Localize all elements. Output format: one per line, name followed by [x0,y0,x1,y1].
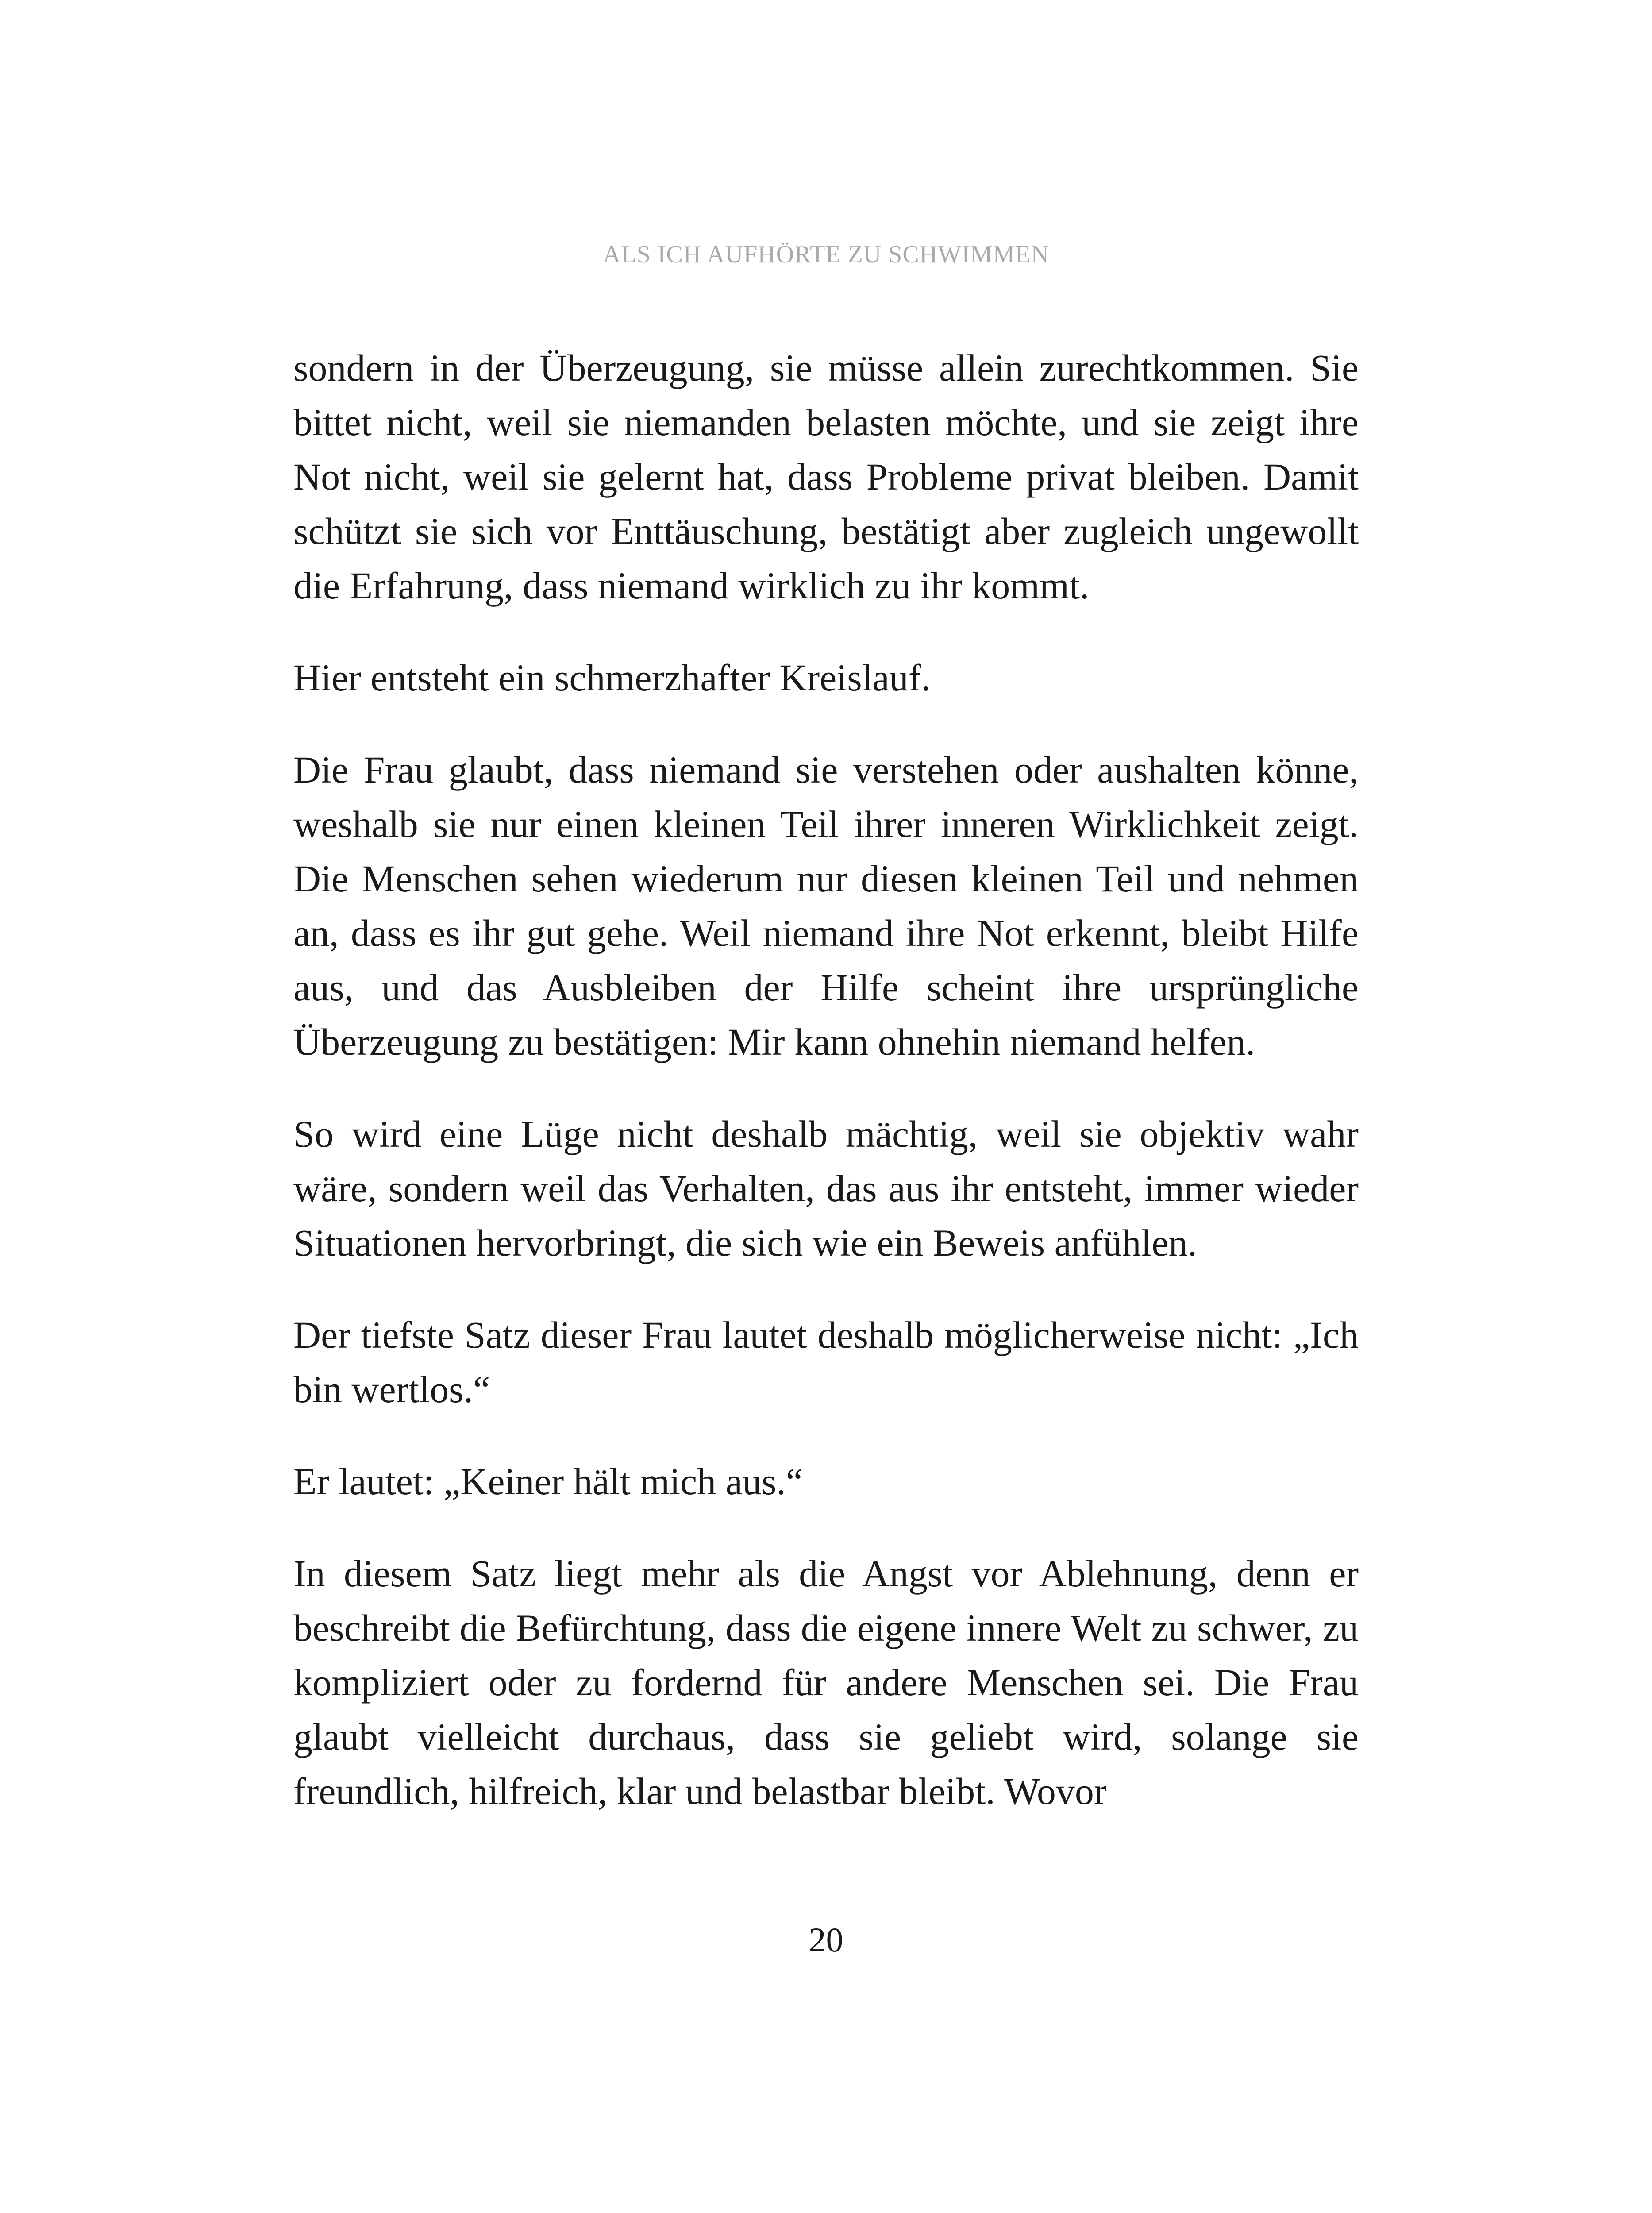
paragraph: So wird eine Lüge nicht deshalb mächtig, weil sie objektiv wahr wäre, sondern weil das Verhalten, das aus ihr entsteht, immer wieder Situationen hervorbringt, die sich wie ein Beweis anfühlen. [293,1113,1359,1264]
running-header: ALS ICH AUFHÖRTE ZU SCHWIMMEN [603,241,1049,268]
page-number: 20 [809,1920,843,1959]
paragraph: In diesem Satz liegt mehr als die Angst vor Ablehnung, denn er beschreibt die Befürchtung, dass die eigene innere Welt zu schwer, zu kompliziert oder zu fordernd für andere Menschen sei. Die Frau glaubt vielleicht durchaus, dass sie geliebt wird, solange sie freundlich, hilfreich, klar und belastbar bleibt. Wovor [293,1552,1359,1812]
body-text [293,341,1359,1856]
paragraph: sondern in der Überzeugung, sie müsse allein zurechtkommen. Sie bittet nicht, weil sie niemanden belasten möchte, und sie zeigt ihre Not nicht, weil sie gelernt hat, dass Probleme privat bleiben. Damit schützt sie sich vor Enttäuschung, bestätigt aber zugleich ungewollt die Erfahrung, dass niemand wirklich zu ihr kommt. [293,347,1359,607]
paragraph: Der tiefste Satz dieser Frau lautet deshalb möglicherweise nicht: „Ich bin wertlos.“ [293,1314,1359,1411]
paragraph: Die Frau glaubt, dass niemand sie verstehen oder aushalten könne, weshalb sie nur einen kleinen Teil ihrer inneren Wirklichkeit zeigt. Die Menschen sehen wiederum nur diesen kleinen Teil und nehmen an, dass es ihr gut gehe. Weil niemand ihre Not erkennt, bleibt Hilfe aus, und das Ausbleiben der Hilfe scheint ihre ursprüngliche Überzeugung zu bestätigen: Mir kann ohnehin niemand helfen. [293,748,1359,1063]
paragraph: Hier entsteht ein schmerzhafter Kreislauf. [293,656,931,699]
paragraph: Er lautet: „Keiner hält mich aus.“ [293,1460,803,1503]
